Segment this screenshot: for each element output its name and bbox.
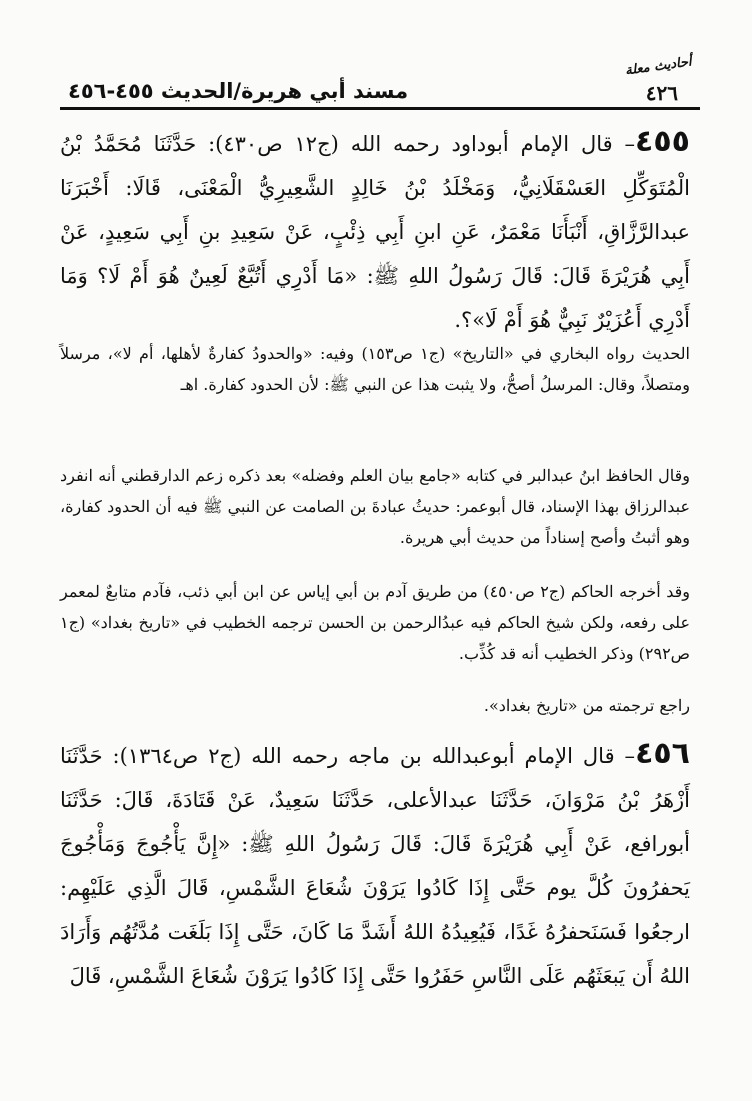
header-corner-label: أحاديث معلة [624, 54, 693, 79]
hadith-456 [60, 732, 690, 998]
commentary-paragraph: وقد أخرجه الحاكم (ج٢ ص٤٥٠) من طريق آدم بن أبي إياس عن ابن أبي ذئب، فآدم متابعٌ لمعمر على رفعه، ولكن شيخ الحاكم فيه عبدُالرحمن بن الحسن ترجمه الخطيب في «تاريخ بغداد» (ج١ ص٢٩٢) وذكر الخطيب أنه قد كُذِّب. [60, 582, 691, 663]
hadith-number: ٤٥٥ [635, 124, 690, 159]
header-title: مسند أبي هريرة/الحديث ٤٥٥-٤٥٦ [68, 79, 409, 103]
hadith-455-note-4 [60, 690, 690, 721]
commentary-paragraph: راجع ترجمته من «تاريخ بغداد». [483, 696, 690, 715]
hadith-455-note-3 [60, 576, 690, 669]
hadith-455 [60, 120, 690, 342]
commentary-paragraph: الحديث رواه البخاري في «التاريخ» (ج١ ص١٥٣) وفيه: «والحدودُ كفارةٌ لأهلها، أم لا»، مرسلاً ومتصلاً، وقال: المرسلُ أصحُّ، ولا يثبت هذا عن النبي ﷺ: لأن الحدود كفارة. اهـ [60, 344, 691, 394]
page-header [60, 55, 700, 115]
hadith-text: – قال الإمام أبوداود رحمه الله (ج١٢ ص٤٣٠): حَدَّثَنَا مُحَمَّدُ بْنُ الْمُتَوَكِّلِ العَسْقَلَانِيُّ، وَمَخْلَدُ بْنُ خَالِدٍ الشَّعِيرِيُّ الْمَعْنَى، قَالَا: أَخْبَرَنَا عبدالرَّزَّاقِ، أَنْبَأَنَا مَعْمَرٌ، عَنِ ابنِ أَبِي ذِئْبٍ، عَنْ سَعِيدِ بنِ أَبِي سَعِيدٍ، عَنْ أَبِي هُرَيْرَةَ قَالَ: قَالَ رَسُولُ اللهِ ﷺ: «مَا أَدْرِي أَتُبَّعٌ لَعِينٌ هُوَ أَمْ لَا؟ وَمَا أَدْرِي أَعُزَيْرٌ نَبِيٌّ هُوَ أَمْ لَا»؟. [60, 132, 690, 332]
commentary-paragraph: وقال الحافظ ابنُ عبدالبر في كتابه «جامع بيان العلم وفضله» بعد ذكره زعم الدارقطني أنه انفرد عبدالرزاق بهذا الإسناد، قال أبوعمر: حديثُ عبادةَ بن الصامت عن النبي ﷺ فيه أن الحدود كفارة، وهو أثبتُ وأصح إسناداً من حديث أبي هريرة. [60, 466, 690, 547]
page-number: ٤٢٦ [645, 81, 678, 105]
hadith-455-note-2 [60, 460, 690, 553]
hadith-number: ٤٥٦ [635, 736, 690, 771]
hadith-text: – قال الإمام أبوعبدالله بن ماجه رحمه الله (ج٢ ص١٣٦٤): حَدَّثَنَا أَزْهَرُ بْنُ مَرْوَانَ، حَدَّثَنَا عبدالأعلى، حَدَّثَنَا سَعِيدٌ، عَنْ قَتَادَةَ، قَالَ: حَدَّثَنَا أبورافع، عَنْ أَبِي هُرَيْرَةَ قَالَ: قَالَ رَسُولُ اللهِ ﷺ: «إِنَّ يَأْجُوجَ وَمَأْجُوجَ يَحفرُونَ كُلَّ يوم حَتَّى إِذَا كَادُوا يَرَوْنَ شُعَاعَ الشَّمْسِ، قَالَ الَّذِي عَلَيْهِم: ارجعُوا فَسَنَحفرُهُ غَدًا، فَيُعِيدُهُ اللهُ أَشَدَّ مَا كَانَ، حَتَّى إِذَا بَلَغَت مُدَّتُهُم وَأَرَادَ اللهُ أَن يَبعَثَهُم عَلَى النَّاسِ حَفَرُوا حَتَّى إِذَا كَادُوا يَرَوْنَ شُعَاعَ الشَّمْسِ، قَالَ [60, 744, 690, 988]
header-rule [60, 107, 700, 110]
hadith-455-note-1 [60, 338, 690, 400]
